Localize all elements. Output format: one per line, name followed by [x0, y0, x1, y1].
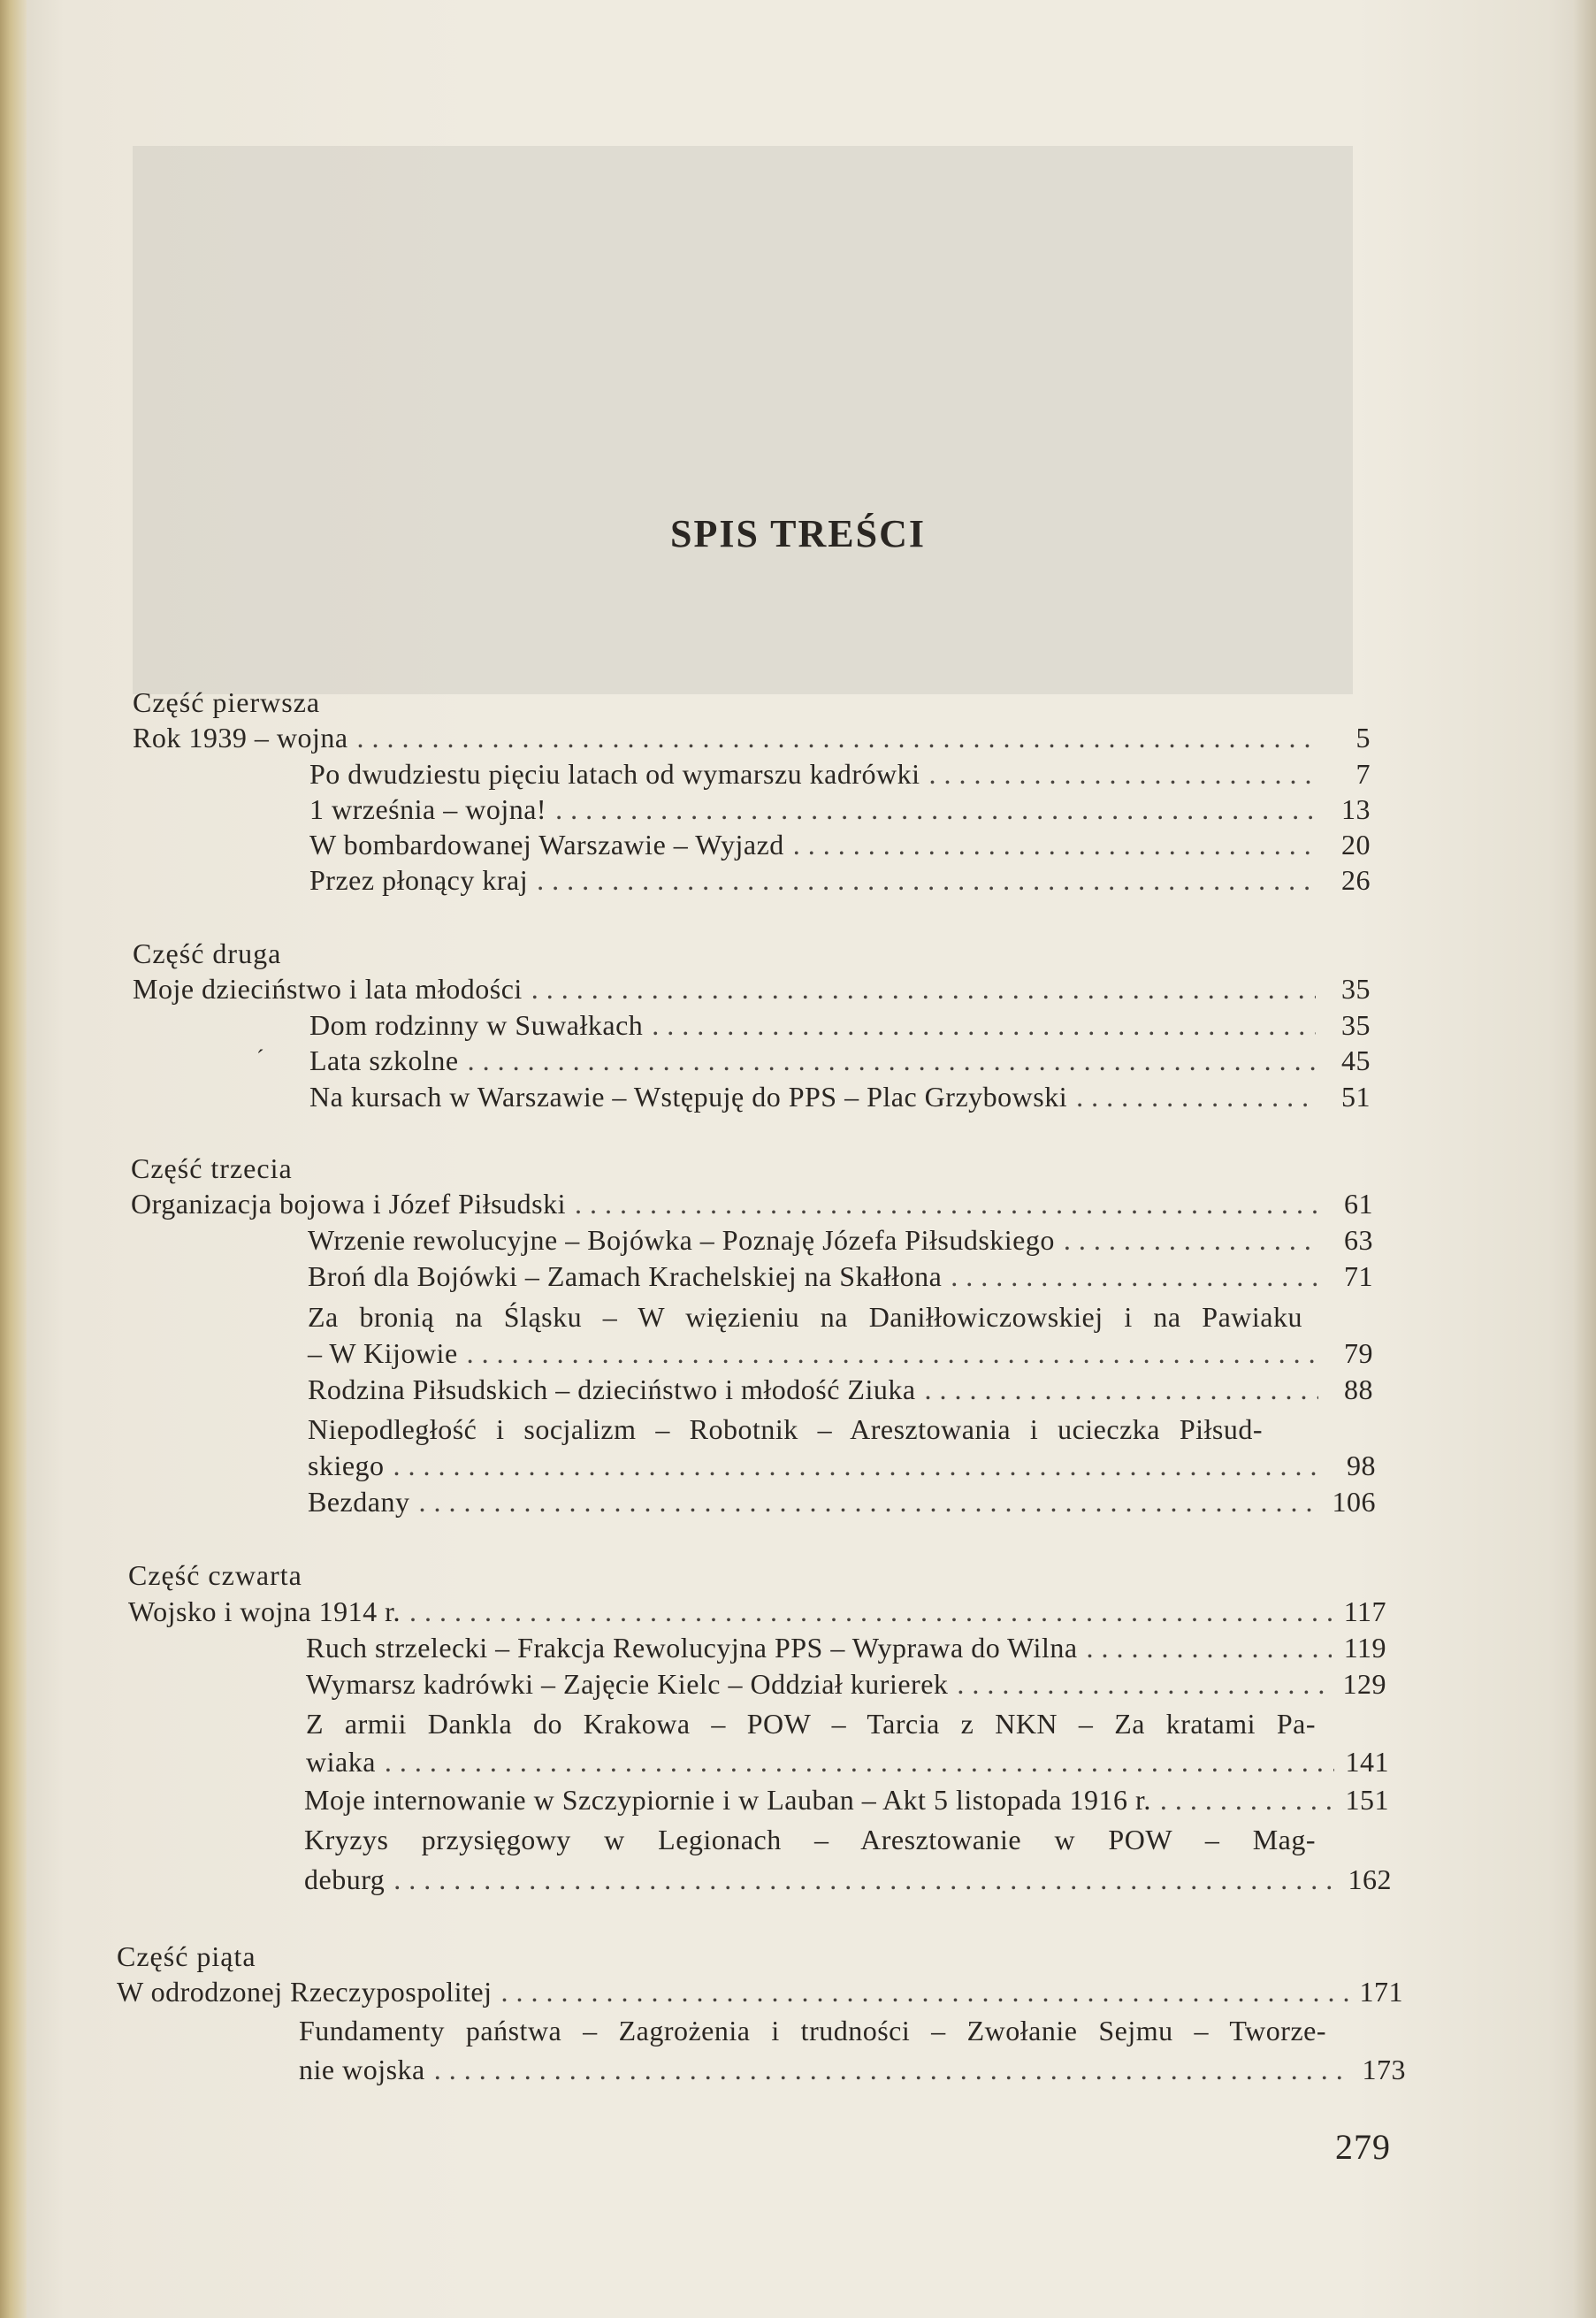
- entry-title: Broń dla Bojówki – Zamach Krachelskiej na Skałłona: [308, 1260, 943, 1292]
- page-ref: 5: [1355, 722, 1371, 754]
- page-ref: 88: [1344, 1373, 1373, 1405]
- toc-entry[interactable]: [306, 1630, 1386, 1665]
- toc-entry[interactable]: [308, 1335, 1373, 1371]
- entry-title-line: Za bronią na Śląsku – W więzieniu na Daniłłowiczowskiej i na Pawiaku: [308, 1301, 1302, 1333]
- page-ref: 13: [1341, 793, 1371, 825]
- toc-entry[interactable]: [308, 1372, 1373, 1407]
- page-ref: 63: [1344, 1224, 1373, 1256]
- entry-title: Przez płonący kraj: [309, 864, 529, 896]
- entry-title: nie wojska: [299, 2054, 425, 2085]
- entry-title: skiego: [308, 1450, 385, 1481]
- toc-entry[interactable]: [308, 1484, 1376, 1519]
- chapter-title: Wojsko i wojna 1914 r.: [128, 1595, 401, 1627]
- toc-entry[interactable]: [309, 756, 1371, 792]
- page-ref: 162: [1348, 1863, 1392, 1895]
- page-ref: 51: [1341, 1081, 1371, 1113]
- part-label: Część pierwsza: [133, 686, 321, 718]
- entry-title: – W Kijowie: [308, 1337, 458, 1369]
- page-ref: 71: [1344, 1260, 1373, 1292]
- toc-entry[interactable]: [309, 1079, 1371, 1114]
- chapter-title: W odrodzonej Rzeczypospolitej: [117, 1976, 493, 2008]
- entry-title: Dom rodzinny w Suwałkach: [309, 1009, 644, 1041]
- toc-entry[interactable]: [309, 827, 1371, 862]
- entry-title-line: Kryzys przysięgowy w Legionach – Aresztowanie w POW – Mag-: [304, 1824, 1316, 1855]
- chapter-title: Organizacja bojowa i Józef Piłsudski: [131, 1188, 566, 1220]
- part-label: Część czwarta: [128, 1559, 302, 1591]
- toc-entry[interactable]: [299, 2052, 1406, 2087]
- part-label: Część trzecia: [131, 1152, 293, 1184]
- entry-title-line: Z armii Dankla do Krakowa – POW – Tarcia z NKN – Za kratami Pa-: [306, 1708, 1316, 1740]
- chapter-title: Moje dzieciństwo i lata młodości: [133, 973, 523, 1005]
- entry-title: deburg: [304, 1863, 386, 1895]
- entry-title: Lata szkolne: [309, 1044, 459, 1076]
- entry-title: Wymarsz kadrówki – Zajęcie Kielc – Oddział kurierek: [306, 1668, 949, 1700]
- chapter-entry[interactable]: [133, 720, 1371, 755]
- page-ref: 117: [1343, 1595, 1386, 1627]
- page-ref: 7: [1355, 758, 1371, 790]
- page-ref: 171: [1359, 1976, 1403, 2008]
- entry-title: wiaka: [306, 1746, 376, 1778]
- part-label: Część druga: [133, 937, 282, 969]
- page-ref: 151: [1345, 1784, 1389, 1816]
- stray-mark: ´: [256, 1045, 264, 1071]
- page-number: 279: [1335, 2127, 1391, 2167]
- toc-entry[interactable]: [309, 1007, 1371, 1043]
- page-ref: 35: [1341, 1009, 1371, 1041]
- entry-title: Rodzina Piłsudskich – dzieciństwo i młodość Ziuka: [308, 1373, 916, 1405]
- chapter-entry[interactable]: [133, 971, 1371, 1006]
- page-ref: 20: [1341, 829, 1371, 861]
- entry-title: Wrzenie rewolucyjne – Bojówka – Poznaję Józefa Piłsudskiego: [308, 1224, 1055, 1256]
- chapter-entry[interactable]: [117, 1974, 1403, 2009]
- entry-title: Po dwudziestu pięciu latach od wymarszu kadrówki: [309, 758, 920, 790]
- toc-entry[interactable]: [306, 1666, 1386, 1702]
- toc-entry[interactable]: [308, 1448, 1376, 1483]
- entry-title-line: Fundamenty państwa – Zagrożenia i trudności – Zwołanie Sejmu – Tworze-: [299, 2015, 1326, 2046]
- page-ref: 61: [1344, 1188, 1373, 1220]
- entry-title: Ruch strzelecki – Frakcja Rewolucyjna PPS – Wyprawa do Wilna: [306, 1632, 1078, 1664]
- page-ref: 106: [1332, 1486, 1376, 1518]
- entry-title: Na kursach w Warszawie – Wstępuję do PPS – Plac Grzybowski: [309, 1081, 1068, 1113]
- page-ref: 45: [1341, 1044, 1371, 1076]
- entry-title: Bezdany: [308, 1486, 410, 1518]
- entry-title: 1 września – wojna!: [309, 793, 547, 825]
- entry-title-line: Niepodległość i socjalizm – Robotnik – Aresztowania i ucieczka Piłsud-: [308, 1413, 1263, 1445]
- page-ref: 98: [1347, 1450, 1376, 1481]
- toc-entry[interactable]: [308, 1258, 1373, 1294]
- page-title: SPIS TREŚCI: [670, 512, 926, 555]
- page-ref: 79: [1344, 1337, 1373, 1369]
- toc-entry[interactable]: [309, 862, 1371, 898]
- page-ref: 35: [1341, 973, 1371, 1005]
- entry-title: W bombardowanej Warszawie – Wyjazd: [309, 829, 784, 861]
- toc-entry[interactable]: [304, 1862, 1392, 1897]
- page-ref: 26: [1341, 864, 1371, 896]
- chapter-entry[interactable]: [128, 1594, 1386, 1629]
- part-label: Część piąta: [117, 1940, 256, 1972]
- chapter-entry[interactable]: [131, 1186, 1373, 1221]
- toc-entry[interactable]: [309, 1043, 1371, 1078]
- page-ref: 119: [1343, 1632, 1386, 1664]
- toc-entry[interactable]: [308, 1222, 1373, 1258]
- chapter-title: Rok 1939 – wojna: [133, 722, 348, 754]
- toc-entry[interactable]: [306, 1744, 1389, 1779]
- entry-title: Moje internowanie w Szczypiornie i w Lauban – Akt 5 listopada 1916 r.: [304, 1784, 1151, 1816]
- page-ref: 129: [1342, 1668, 1386, 1700]
- toc-entry[interactable]: [309, 792, 1371, 827]
- page-ref: 141: [1345, 1746, 1389, 1778]
- toc-entry[interactable]: [304, 1782, 1389, 1817]
- page-ref: 173: [1362, 2054, 1406, 2085]
